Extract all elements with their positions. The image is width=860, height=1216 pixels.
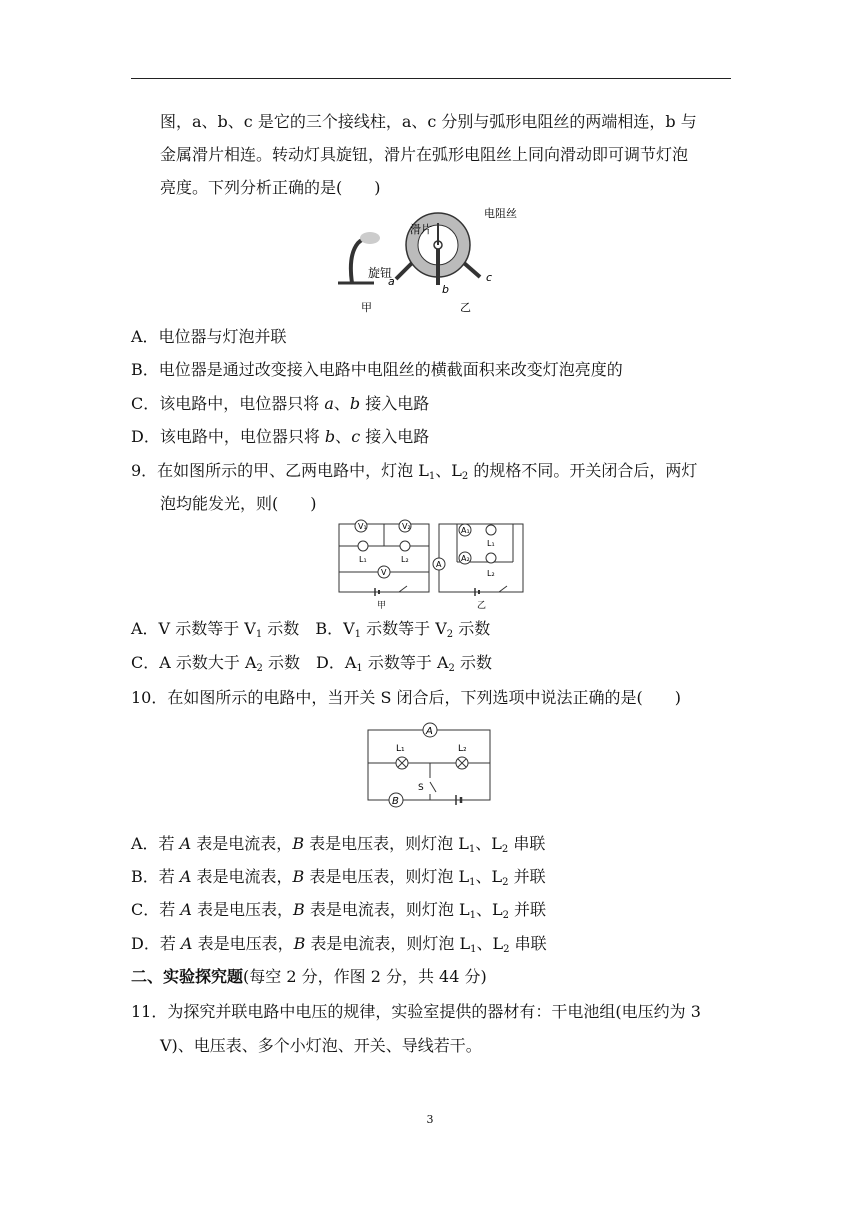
section-2-title: 二、实验探究题 bbox=[131, 967, 244, 986]
yi-lamp-l1-label: L₁ bbox=[487, 539, 495, 548]
q8-potentiometer-figure bbox=[330, 205, 530, 320]
q8-option-c: C．该电路中，电位器只将 a、b 接入电路 bbox=[131, 394, 430, 413]
q9-options-ab bbox=[131, 619, 490, 639]
q8-line-3: 亮度。下列分析正确的是( ) bbox=[160, 178, 381, 197]
circuit-jia bbox=[339, 520, 429, 596]
q8-line-2: 金属滑片相连。转动灯具旋钮，滑片在弧形电阻丝上同向滑动即可调节灯泡 bbox=[160, 145, 689, 164]
jia-voltmeter-v1-label: V₁ bbox=[358, 522, 367, 531]
q9-options-cd bbox=[131, 653, 492, 673]
slider-label: 滑片 bbox=[410, 223, 432, 236]
jia-lamp-l1-label: L₁ bbox=[359, 555, 367, 564]
wire-label: 电阻丝 bbox=[484, 207, 517, 220]
page-number: 3 bbox=[426, 1113, 434, 1126]
q10-option-c: C．若 A 表是电压表，B 表是电流表，则灯泡 $L_1$、$L_2$ 并联 bbox=[131, 900, 547, 921]
q10-option-a: A．若 A 表是电流表，B 表是电压表，则灯泡 $L_1$、$L_2$ 串联 bbox=[131, 834, 546, 855]
terminal-b-label: b bbox=[442, 283, 449, 296]
yi-lamp-l2-label: L₂ bbox=[487, 569, 495, 578]
q11-line-2: V)、电压表、多个小灯泡、开关、导线若干。 bbox=[160, 1036, 482, 1055]
caption-yi: 乙 bbox=[460, 301, 471, 314]
jia-caption: 甲 bbox=[377, 601, 387, 611]
jia-voltmeter-v2-label: V₂ bbox=[402, 522, 411, 531]
q8-option-a: A．电位器与灯泡并联 bbox=[131, 327, 287, 346]
switch-s-label: S bbox=[418, 783, 424, 793]
jia-voltmeter-v-label: V bbox=[381, 568, 387, 577]
q10-stem: 10．在如图所示的电路中，当开关 S 闭合后，下列选项中说法正确的是( ) bbox=[131, 688, 681, 707]
q8-option-b: B．电位器是通过改变接入电路中电阻丝的横截面积来改变灯泡亮度的 bbox=[131, 360, 623, 379]
terminal-a-label: a bbox=[388, 275, 395, 288]
q10-circuit-figure bbox=[362, 718, 496, 810]
circuit-yi bbox=[433, 524, 523, 596]
q9-stem-line-2: 泡均能发光，则( ) bbox=[160, 494, 317, 513]
header-rule bbox=[131, 78, 731, 79]
section-2-heading bbox=[131, 967, 487, 987]
q9-option-a: A．V 示数等于 $V_1$ 示数 bbox=[131, 619, 300, 640]
knob-label: 旋钮 bbox=[368, 266, 393, 280]
section-2-note: (每空 2 分，作图 2 分，共 44 分) bbox=[243, 967, 487, 986]
q8-line-1: 图，a、b、c 是它的三个接线柱，a、c 分别与弧形电阻丝的两端相连，b 与 bbox=[160, 112, 697, 131]
yi-caption: 乙 bbox=[477, 601, 487, 611]
meter-a-label: A bbox=[426, 726, 433, 737]
q9-option-b: B．$V_1$ 示数等于 $V_2$ 示数 bbox=[315, 619, 491, 640]
yi-ammeter-a-label: A bbox=[436, 560, 442, 569]
q10-option-b: B．若 A 表是电流表，B 表是电压表，则灯泡 $L_1$、$L_2$ 并联 bbox=[131, 867, 546, 888]
q9-stem-line-1: 9．在如图所示的甲、乙两电路中，灯泡 $L_1$、$L_2$ 的规格不同。开关闭合后，两灯 bbox=[131, 461, 698, 482]
lamp-l1-label: L₁ bbox=[396, 744, 405, 754]
q9-option-d: D．$A_1$ 示数等于 $A_2$ 示数 bbox=[316, 653, 492, 674]
q8-option-d: D．该电路中，电位器只将 b、c 接入电路 bbox=[131, 427, 430, 446]
q10-option-d: D．若 A 表是电压表，B 表是电流表，则灯泡 $L_1$、$L_2$ 串联 bbox=[131, 934, 547, 955]
potentiometer-drawing bbox=[388, 206, 517, 314]
meter-b-label: B bbox=[392, 796, 399, 807]
lamp-with-knob-drawing bbox=[338, 232, 392, 314]
lamp-l2-label: L₂ bbox=[458, 744, 467, 754]
q11-line-1: 11．为探究并联电路中电压的规律，实验室提供的器材有：干电池组(电压约为 3 bbox=[131, 1002, 701, 1021]
yi-ammeter-a1-label: A₁ bbox=[461, 526, 470, 535]
yi-ammeter-a2-label: A₂ bbox=[461, 554, 470, 563]
q9-circuits-figure bbox=[335, 518, 530, 612]
jia-lamp-l2-label: L₂ bbox=[401, 555, 409, 564]
q9-option-c: C．A 示数大于 $A_2$ 示数 bbox=[131, 653, 300, 674]
terminal-c-label: c bbox=[486, 271, 493, 284]
caption-jia: 甲 bbox=[361, 301, 372, 314]
